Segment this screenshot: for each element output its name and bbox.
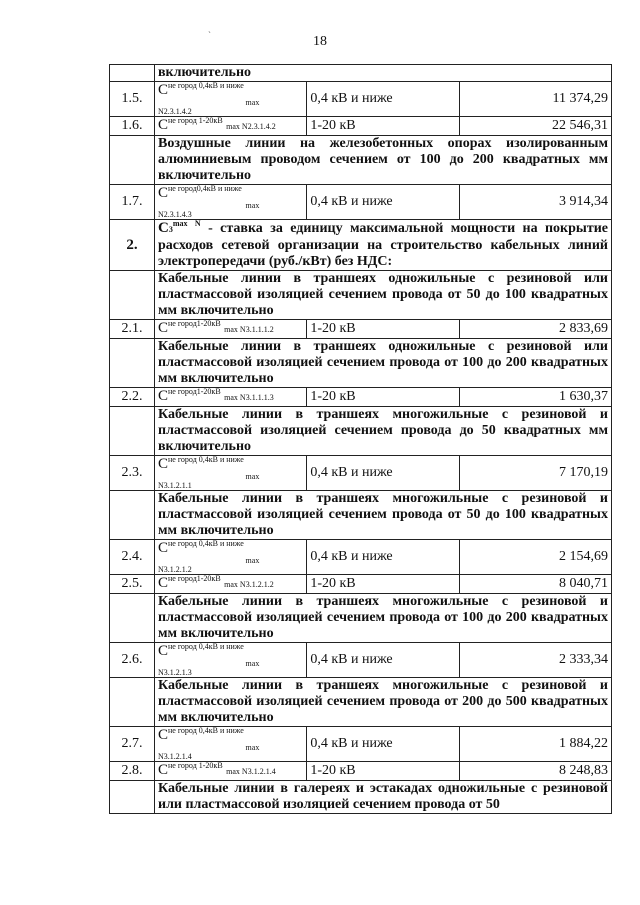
rate-condition: не город 0,4кВ и ниже xyxy=(168,455,244,464)
voltage-level: 1-20 кВ xyxy=(307,575,459,594)
category-description: Воздушные линии на железобетонных опорах изолированным алюминиевым проводом сечением от 100 до 200 квадратных мм включительно xyxy=(155,136,612,185)
table-row xyxy=(110,388,612,407)
rate-code xyxy=(155,575,307,594)
row-number: 2.8. xyxy=(110,762,155,781)
table-row xyxy=(110,407,612,456)
row-number: 1.5. xyxy=(110,82,155,117)
rate-condition: не город 0,4кВ и ниже xyxy=(168,539,244,548)
rate-condition: не город 0,4кВ и ниже xyxy=(168,642,244,651)
voltage-level: 0,4 кВ и ниже xyxy=(307,540,459,575)
table-row xyxy=(110,762,612,781)
voltage-level: 0,4 кВ и ниже xyxy=(307,643,459,678)
rate-value: 2 833,69 xyxy=(459,320,611,339)
table-row xyxy=(110,82,612,117)
rate-value: 1 884,22 xyxy=(459,727,611,762)
rate-condition: не город0,4кВ и ниже xyxy=(168,184,242,193)
rate-condition: не город1-20кВ xyxy=(168,319,221,328)
table-row xyxy=(110,491,612,540)
rate-value: 7 170,19 xyxy=(459,456,611,491)
row-number-empty xyxy=(110,594,155,643)
row-number-empty xyxy=(110,65,155,82)
voltage-level: 1-20 кВ xyxy=(307,117,459,136)
rate-symbol: C xyxy=(158,388,169,404)
rate-max-label: max xyxy=(245,659,260,668)
row-number-empty xyxy=(110,339,155,388)
rate-index: max N3.1.2.1.2 xyxy=(224,580,274,589)
category-description: Кабельные линии в траншеях многожильные с резиновой и пластмассовой изоляцией сечением провода от 100 до 200 квадратных мм включительно xyxy=(155,594,612,643)
category-description: Кабельные линии в траншеях многожильные с резиновой и пластмассовой изоляцией сечением провода до 50 квадратных мм включительно xyxy=(155,407,612,456)
voltage-level: 1-20 кВ xyxy=(307,320,459,339)
row-number: 2.5. xyxy=(110,575,155,594)
rate-max-label: max xyxy=(245,98,260,107)
category-description: включительно xyxy=(155,65,612,82)
rate-index: max N3.1.1.1.2 xyxy=(224,325,274,334)
table-row xyxy=(110,727,612,762)
rate-symbol: C xyxy=(158,762,169,778)
rate-value: 3 914,34 xyxy=(459,185,611,220)
row-number: 2.4. xyxy=(110,540,155,575)
rate-symbol: C xyxy=(158,540,169,556)
rate-code xyxy=(155,388,307,407)
rate-symbol: C xyxy=(158,456,169,472)
page-number: 18 xyxy=(313,34,327,49)
rate-index: max N2.3.1.4.2 xyxy=(226,122,276,131)
rate-index: max N3.1.1.1.3 xyxy=(224,393,274,402)
rate-symbol: C xyxy=(158,220,169,236)
row-number-empty xyxy=(110,407,155,456)
rate-symbol: C xyxy=(158,643,169,659)
category-description: Кабельные линии в траншеях многожильные с резиновой и пластмассовой изоляцией сечением провода от 200 до 500 квадратных мм включительно xyxy=(155,678,612,727)
section-description xyxy=(155,220,612,271)
rate-value: 1 630,37 xyxy=(459,388,611,407)
table-row xyxy=(110,65,612,82)
table-row xyxy=(110,185,612,220)
rate-max-label: max xyxy=(245,472,260,481)
rate-index: N3.1.2.1.4 xyxy=(158,752,192,761)
table-row xyxy=(110,540,612,575)
rate-max-label: max xyxy=(245,556,260,565)
rate-code xyxy=(155,117,307,136)
row-number: 1.7. xyxy=(110,185,155,220)
rate-value: 2 333,34 xyxy=(459,643,611,678)
rate-index: max N3.1.2.1.4 xyxy=(226,767,276,776)
rate-code xyxy=(155,456,307,491)
rate-symbol-sub: 3 xyxy=(168,225,173,234)
rate-code xyxy=(155,540,307,575)
rate-value: 2 154,69 xyxy=(459,540,611,575)
category-description: Кабельные линии в траншеях одножильные с резиновой или пластмассовой изоляцией сечением провода от 100 до 200 квадратных мм включительно xyxy=(155,339,612,388)
rate-condition: не город 1-20кВ xyxy=(168,761,223,770)
table-row xyxy=(110,339,612,388)
rate-condition: не город1-20кВ xyxy=(168,574,221,583)
row-number-empty xyxy=(110,271,155,320)
row-number: 2.7. xyxy=(110,727,155,762)
row-number: 2.2. xyxy=(110,388,155,407)
rate-code xyxy=(155,185,307,220)
voltage-level: 0,4 кВ и ниже xyxy=(307,82,459,117)
rate-code xyxy=(155,82,307,117)
rate-value: 11 374,29 xyxy=(459,82,611,117)
table-row xyxy=(110,678,612,727)
category-description: Кабельные линии в траншеях многожильные с резиновой и пластмассовой изоляцией сечением провода от 50 до 100 квадратных мм включительно xyxy=(155,491,612,540)
rate-condition: не город 0,4кВ и ниже xyxy=(168,726,244,735)
row-number: 1.6. xyxy=(110,117,155,136)
table-row xyxy=(110,136,612,185)
table-row xyxy=(110,456,612,491)
row-number: 2.6. xyxy=(110,643,155,678)
rate-index: N3.1.2.1.1 xyxy=(158,481,192,490)
rate-value: 8 040,71 xyxy=(459,575,611,594)
table-row xyxy=(110,575,612,594)
scan-mark: ` xyxy=(208,30,211,40)
row-number-empty xyxy=(110,491,155,540)
rate-symbol: C xyxy=(158,117,169,133)
category-description: Кабельные линии в галереях и эстакадах одножильные с резиновой или пластмассовой изоляцией сечением провода от 50 xyxy=(155,781,612,814)
table-row xyxy=(110,220,612,271)
voltage-level: 0,4 кВ и ниже xyxy=(307,185,459,220)
row-number-empty xyxy=(110,781,155,814)
table-row xyxy=(110,271,612,320)
rate-symbol: C xyxy=(158,82,169,98)
row-number-empty xyxy=(110,678,155,727)
row-number: 2.1. xyxy=(110,320,155,339)
rate-symbol-sup-n: N xyxy=(194,219,201,228)
rate-value: 22 546,31 xyxy=(459,117,611,136)
tariff-table xyxy=(109,64,612,814)
rate-index: N3.1.2.1.2 xyxy=(158,565,192,574)
row-number: 2.3. xyxy=(110,456,155,491)
voltage-level: 1-20 кВ xyxy=(307,388,459,407)
table-row xyxy=(110,781,612,814)
rate-symbol-sup: max xyxy=(172,219,188,228)
table-row xyxy=(110,320,612,339)
rate-code xyxy=(155,762,307,781)
rate-code xyxy=(155,727,307,762)
voltage-level: 1-20 кВ xyxy=(307,762,459,781)
rate-symbol: C xyxy=(158,320,169,336)
rate-symbol: C xyxy=(158,575,169,591)
rate-symbol: C xyxy=(158,727,169,743)
rate-max-label: max xyxy=(245,201,260,210)
rate-condition: не город 1-20кВ xyxy=(168,116,223,125)
rate-code xyxy=(155,643,307,678)
table-row xyxy=(110,117,612,136)
rate-index: N3.1.2.1.3 xyxy=(158,668,192,677)
rate-code xyxy=(155,320,307,339)
category-description: Кабельные линии в траншеях одножильные с резиновой или пластмассовой изоляцией сечением провода от 50 до 100 квадратных мм включительно xyxy=(155,271,612,320)
section-number: 2. xyxy=(110,220,155,271)
rate-condition: не город 0,4кВ и ниже xyxy=(168,81,244,90)
rate-value: 8 248,83 xyxy=(459,762,611,781)
rate-condition: не город1-20кВ xyxy=(168,387,221,396)
rate-max-label: max xyxy=(245,743,260,752)
section-text: - ставка за единицу максимальной мощности на покрытие расходов сетевой организации на строительство кабельных линий электропередачи (руб./кВт) без НДС: xyxy=(158,221,609,269)
rate-index: N2.3.1.4.2 xyxy=(158,107,192,116)
table-row xyxy=(110,643,612,678)
voltage-level: 0,4 кВ и ниже xyxy=(307,727,459,762)
rate-symbol: C xyxy=(158,185,169,201)
rate-index: N2.3.1.4.3 xyxy=(158,210,192,219)
voltage-level: 0,4 кВ и ниже xyxy=(307,456,459,491)
row-number-empty xyxy=(110,136,155,185)
table-row xyxy=(110,594,612,643)
